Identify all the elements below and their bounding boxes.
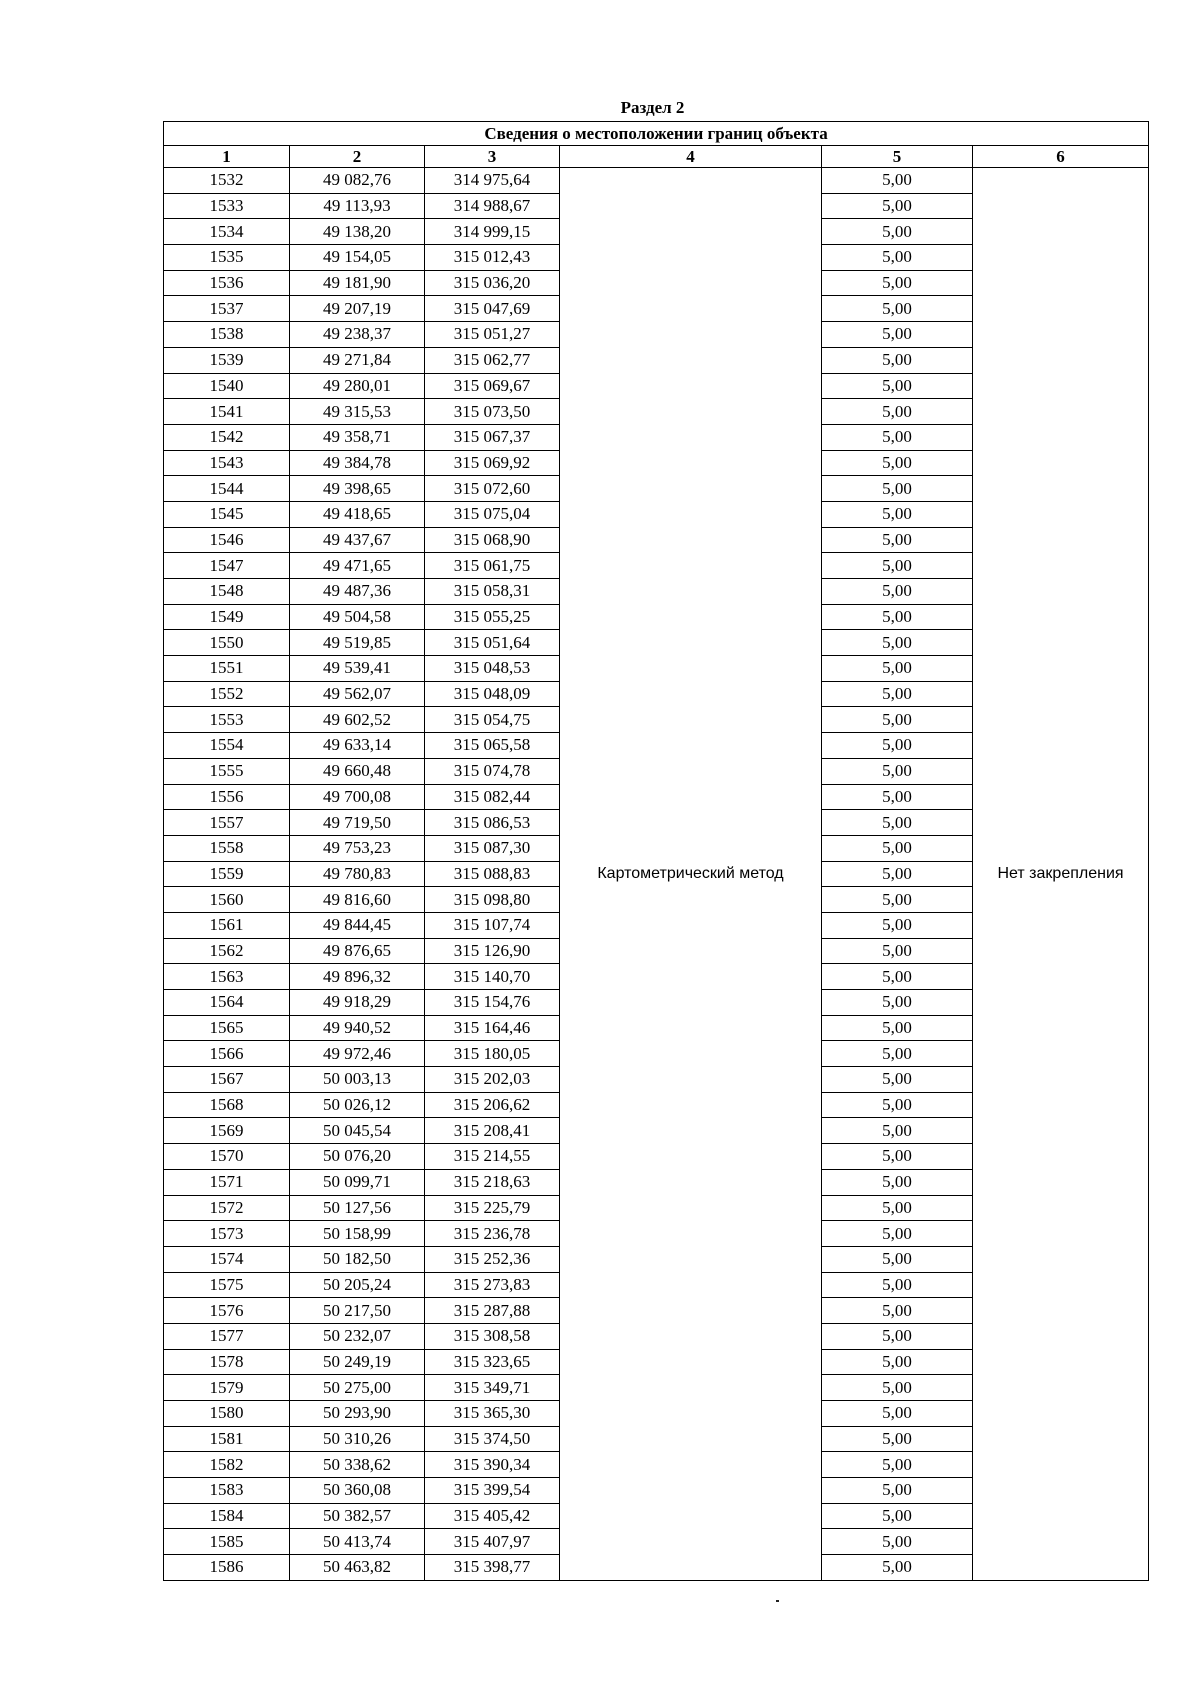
accuracy-cell: 5,00 bbox=[822, 168, 973, 194]
point-number-cell: 1556 bbox=[164, 784, 290, 810]
accuracy-cell: 5,00 bbox=[822, 1246, 973, 1272]
accuracy-cell: 5,00 bbox=[822, 861, 973, 887]
accuracy-cell: 5,00 bbox=[822, 1349, 973, 1375]
y-coordinate-cell: 315 287,88 bbox=[425, 1298, 560, 1324]
accuracy-cell: 5,00 bbox=[822, 810, 973, 836]
accuracy-cell: 5,00 bbox=[822, 604, 973, 630]
accuracy-cell: 5,00 bbox=[822, 399, 973, 425]
point-number-cell: 1538 bbox=[164, 322, 290, 348]
accuracy-cell: 5,00 bbox=[822, 1169, 973, 1195]
x-coordinate-cell: 49 315,53 bbox=[290, 399, 425, 425]
y-coordinate-cell: 315 308,58 bbox=[425, 1323, 560, 1349]
x-coordinate-cell: 50 026,12 bbox=[290, 1092, 425, 1118]
x-coordinate-cell: 49 918,29 bbox=[290, 990, 425, 1016]
y-coordinate-cell: 315 323,65 bbox=[425, 1349, 560, 1375]
point-number-cell: 1537 bbox=[164, 296, 290, 322]
x-coordinate-cell: 50 360,08 bbox=[290, 1478, 425, 1504]
point-number-cell: 1546 bbox=[164, 527, 290, 553]
x-coordinate-cell: 49 138,20 bbox=[290, 219, 425, 245]
point-number-cell: 1568 bbox=[164, 1092, 290, 1118]
y-coordinate-cell: 315 218,63 bbox=[425, 1169, 560, 1195]
accuracy-cell: 5,00 bbox=[822, 322, 973, 348]
x-coordinate-cell: 50 099,71 bbox=[290, 1169, 425, 1195]
point-number-cell: 1567 bbox=[164, 1067, 290, 1093]
y-coordinate-cell: 315 051,64 bbox=[425, 630, 560, 656]
accuracy-cell: 5,00 bbox=[822, 938, 973, 964]
accuracy-cell: 5,00 bbox=[822, 990, 973, 1016]
y-coordinate-cell: 315 069,92 bbox=[425, 450, 560, 476]
x-coordinate-cell: 49 753,23 bbox=[290, 835, 425, 861]
accuracy-cell: 5,00 bbox=[822, 964, 973, 990]
y-coordinate-cell: 315 073,50 bbox=[425, 399, 560, 425]
point-number-cell: 1582 bbox=[164, 1452, 290, 1478]
point-number-cell: 1585 bbox=[164, 1529, 290, 1555]
accuracy-cell: 5,00 bbox=[822, 1503, 973, 1529]
x-coordinate-cell: 49 181,90 bbox=[290, 270, 425, 296]
y-coordinate-cell: 315 082,44 bbox=[425, 784, 560, 810]
point-number-cell: 1547 bbox=[164, 553, 290, 579]
accuracy-cell: 5,00 bbox=[822, 733, 973, 759]
x-coordinate-cell: 50 382,57 bbox=[290, 1503, 425, 1529]
table-caption-row bbox=[164, 122, 1149, 146]
point-number-cell: 1541 bbox=[164, 399, 290, 425]
point-number-cell: 1578 bbox=[164, 1349, 290, 1375]
point-number-cell: 1558 bbox=[164, 835, 290, 861]
point-number-cell: 1551 bbox=[164, 656, 290, 682]
x-coordinate-cell: 49 633,14 bbox=[290, 733, 425, 759]
accuracy-cell: 5,00 bbox=[822, 245, 973, 271]
accuracy-cell: 5,00 bbox=[822, 681, 973, 707]
method-cell: Картометрический метод bbox=[560, 168, 822, 1581]
x-coordinate-cell: 49 398,65 bbox=[290, 476, 425, 502]
x-coordinate-cell: 49 271,84 bbox=[290, 347, 425, 373]
point-number-cell: 1563 bbox=[164, 964, 290, 990]
accuracy-cell: 5,00 bbox=[822, 347, 973, 373]
accuracy-cell: 5,00 bbox=[822, 784, 973, 810]
point-number-cell: 1574 bbox=[164, 1246, 290, 1272]
column-header-3: 3 bbox=[425, 146, 560, 168]
accuracy-cell: 5,00 bbox=[822, 1375, 973, 1401]
point-number-cell: 1542 bbox=[164, 424, 290, 450]
x-coordinate-cell: 50 338,62 bbox=[290, 1452, 425, 1478]
accuracy-cell: 5,00 bbox=[822, 219, 973, 245]
y-coordinate-cell: 315 012,43 bbox=[425, 245, 560, 271]
y-coordinate-cell: 315 225,79 bbox=[425, 1195, 560, 1221]
point-number-cell: 1572 bbox=[164, 1195, 290, 1221]
column-header-1: 1 bbox=[164, 146, 290, 168]
x-coordinate-cell: 49 844,45 bbox=[290, 912, 425, 938]
y-coordinate-cell: 315 068,90 bbox=[425, 527, 560, 553]
x-coordinate-cell: 50 205,24 bbox=[290, 1272, 425, 1298]
x-coordinate-cell: 50 003,13 bbox=[290, 1067, 425, 1093]
accuracy-cell: 5,00 bbox=[822, 912, 973, 938]
section-title: Раздел 2 bbox=[620, 98, 685, 117]
accuracy-cell: 5,00 bbox=[822, 1144, 973, 1170]
x-coordinate-cell: 49 358,71 bbox=[290, 424, 425, 450]
y-coordinate-cell: 315 086,53 bbox=[425, 810, 560, 836]
y-coordinate-cell: 315 405,42 bbox=[425, 1503, 560, 1529]
y-coordinate-cell: 315 088,83 bbox=[425, 861, 560, 887]
point-number-cell: 1554 bbox=[164, 733, 290, 759]
y-coordinate-cell: 315 365,30 bbox=[425, 1401, 560, 1427]
point-number-cell: 1545 bbox=[164, 501, 290, 527]
y-coordinate-cell: 315 236,78 bbox=[425, 1221, 560, 1247]
point-number-cell: 1540 bbox=[164, 373, 290, 399]
accuracy-cell: 5,00 bbox=[822, 656, 973, 682]
x-coordinate-cell: 50 158,99 bbox=[290, 1221, 425, 1247]
boundary-coordinates-table bbox=[163, 121, 1149, 1581]
accuracy-cell: 5,00 bbox=[822, 887, 973, 913]
x-coordinate-cell: 49 719,50 bbox=[290, 810, 425, 836]
y-coordinate-cell: 315 036,20 bbox=[425, 270, 560, 296]
y-coordinate-cell: 315 062,77 bbox=[425, 347, 560, 373]
y-coordinate-cell: 315 075,04 bbox=[425, 501, 560, 527]
x-coordinate-cell: 49 816,60 bbox=[290, 887, 425, 913]
y-coordinate-cell: 315 051,27 bbox=[425, 322, 560, 348]
accuracy-cell: 5,00 bbox=[822, 553, 973, 579]
table-row bbox=[164, 168, 1149, 194]
point-number-cell: 1571 bbox=[164, 1169, 290, 1195]
x-coordinate-cell: 50 293,90 bbox=[290, 1401, 425, 1427]
y-coordinate-cell: 315 206,62 bbox=[425, 1092, 560, 1118]
accuracy-cell: 5,00 bbox=[822, 1092, 973, 1118]
accuracy-cell: 5,00 bbox=[822, 1401, 973, 1427]
table-caption: Сведения о местоположении границ объекта bbox=[164, 122, 1149, 146]
x-coordinate-cell: 49 238,37 bbox=[290, 322, 425, 348]
y-coordinate-cell: 315 048,09 bbox=[425, 681, 560, 707]
accuracy-cell: 5,00 bbox=[822, 1426, 973, 1452]
point-number-cell: 1555 bbox=[164, 758, 290, 784]
y-coordinate-cell: 315 273,83 bbox=[425, 1272, 560, 1298]
y-coordinate-cell: 315 098,80 bbox=[425, 887, 560, 913]
point-number-cell: 1552 bbox=[164, 681, 290, 707]
accuracy-cell: 5,00 bbox=[822, 1478, 973, 1504]
table-body bbox=[164, 168, 1149, 1581]
point-number-cell: 1548 bbox=[164, 579, 290, 605]
point-number-cell: 1584 bbox=[164, 1503, 290, 1529]
accuracy-cell: 5,00 bbox=[822, 1298, 973, 1324]
y-coordinate-cell: 315 390,34 bbox=[425, 1452, 560, 1478]
x-coordinate-cell: 49 504,58 bbox=[290, 604, 425, 630]
fixation-cell: Нет закрепления bbox=[973, 168, 1149, 1581]
y-coordinate-cell: 315 087,30 bbox=[425, 835, 560, 861]
x-coordinate-cell: 49 539,41 bbox=[290, 656, 425, 682]
x-coordinate-cell: 50 217,50 bbox=[290, 1298, 425, 1324]
y-coordinate-cell: 315 180,05 bbox=[425, 1041, 560, 1067]
y-coordinate-cell: 315 140,70 bbox=[425, 964, 560, 990]
point-number-cell: 1533 bbox=[164, 193, 290, 219]
y-coordinate-cell: 315 214,55 bbox=[425, 1144, 560, 1170]
accuracy-cell: 5,00 bbox=[822, 1118, 973, 1144]
point-number-cell: 1569 bbox=[164, 1118, 290, 1144]
accuracy-cell: 5,00 bbox=[822, 527, 973, 553]
point-number-cell: 1581 bbox=[164, 1426, 290, 1452]
accuracy-cell: 5,00 bbox=[822, 1555, 973, 1581]
accuracy-cell: 5,00 bbox=[822, 1272, 973, 1298]
x-coordinate-cell: 50 232,07 bbox=[290, 1323, 425, 1349]
point-number-cell: 1583 bbox=[164, 1478, 290, 1504]
x-coordinate-cell: 49 418,65 bbox=[290, 501, 425, 527]
point-number-cell: 1553 bbox=[164, 707, 290, 733]
x-coordinate-cell: 50 076,20 bbox=[290, 1144, 425, 1170]
y-coordinate-cell: 315 048,53 bbox=[425, 656, 560, 682]
point-number-cell: 1557 bbox=[164, 810, 290, 836]
y-coordinate-cell: 315 154,76 bbox=[425, 990, 560, 1016]
x-coordinate-cell: 50 249,19 bbox=[290, 1349, 425, 1375]
y-coordinate-cell: 315 058,31 bbox=[425, 579, 560, 605]
x-coordinate-cell: 50 182,50 bbox=[290, 1246, 425, 1272]
accuracy-cell: 5,00 bbox=[822, 579, 973, 605]
accuracy-cell: 5,00 bbox=[822, 270, 973, 296]
accuracy-cell: 5,00 bbox=[822, 450, 973, 476]
accuracy-cell: 5,00 bbox=[822, 630, 973, 656]
x-coordinate-cell: 49 113,93 bbox=[290, 193, 425, 219]
point-number-cell: 1550 bbox=[164, 630, 290, 656]
point-number-cell: 1534 bbox=[164, 219, 290, 245]
x-coordinate-cell: 49 896,32 bbox=[290, 964, 425, 990]
accuracy-cell: 5,00 bbox=[822, 707, 973, 733]
x-coordinate-cell: 49 780,83 bbox=[290, 861, 425, 887]
point-number-cell: 1586 bbox=[164, 1555, 290, 1581]
point-number-cell: 1570 bbox=[164, 1144, 290, 1170]
accuracy-cell: 5,00 bbox=[822, 1067, 973, 1093]
accuracy-cell: 5,00 bbox=[822, 1529, 973, 1555]
x-coordinate-cell: 49 082,76 bbox=[290, 168, 425, 194]
point-number-cell: 1565 bbox=[164, 1015, 290, 1041]
accuracy-cell: 5,00 bbox=[822, 758, 973, 784]
x-coordinate-cell: 49 700,08 bbox=[290, 784, 425, 810]
accuracy-cell: 5,00 bbox=[822, 1221, 973, 1247]
y-coordinate-cell: 315 074,78 bbox=[425, 758, 560, 784]
accuracy-cell: 5,00 bbox=[822, 1323, 973, 1349]
point-number-cell: 1576 bbox=[164, 1298, 290, 1324]
x-coordinate-cell: 50 413,74 bbox=[290, 1529, 425, 1555]
x-coordinate-cell: 49 154,05 bbox=[290, 245, 425, 271]
y-coordinate-cell: 315 349,71 bbox=[425, 1375, 560, 1401]
scan-mark bbox=[776, 1600, 779, 1602]
x-coordinate-cell: 49 562,07 bbox=[290, 681, 425, 707]
accuracy-cell: 5,00 bbox=[822, 1041, 973, 1067]
point-number-cell: 1532 bbox=[164, 168, 290, 194]
accuracy-cell: 5,00 bbox=[822, 296, 973, 322]
point-number-cell: 1544 bbox=[164, 476, 290, 502]
accuracy-cell: 5,00 bbox=[822, 501, 973, 527]
y-coordinate-cell: 315 202,03 bbox=[425, 1067, 560, 1093]
column-header-5: 5 bbox=[822, 146, 973, 168]
point-number-cell: 1577 bbox=[164, 1323, 290, 1349]
accuracy-cell: 5,00 bbox=[822, 476, 973, 502]
point-number-cell: 1536 bbox=[164, 270, 290, 296]
x-coordinate-cell: 49 972,46 bbox=[290, 1041, 425, 1067]
y-coordinate-cell: 315 069,67 bbox=[425, 373, 560, 399]
column-header-4: 4 bbox=[560, 146, 822, 168]
point-number-cell: 1566 bbox=[164, 1041, 290, 1067]
y-coordinate-cell: 315 374,50 bbox=[425, 1426, 560, 1452]
accuracy-cell: 5,00 bbox=[822, 193, 973, 219]
point-number-cell: 1579 bbox=[164, 1375, 290, 1401]
y-coordinate-cell: 315 047,69 bbox=[425, 296, 560, 322]
x-coordinate-cell: 49 519,85 bbox=[290, 630, 425, 656]
accuracy-cell: 5,00 bbox=[822, 1452, 973, 1478]
y-coordinate-cell: 315 067,37 bbox=[425, 424, 560, 450]
point-number-cell: 1549 bbox=[164, 604, 290, 630]
point-number-cell: 1564 bbox=[164, 990, 290, 1016]
point-number-cell: 1573 bbox=[164, 1221, 290, 1247]
y-coordinate-cell: 315 126,90 bbox=[425, 938, 560, 964]
y-coordinate-cell: 314 988,67 bbox=[425, 193, 560, 219]
point-number-cell: 1559 bbox=[164, 861, 290, 887]
column-header-6: 6 bbox=[973, 146, 1149, 168]
point-number-cell: 1543 bbox=[164, 450, 290, 476]
accuracy-cell: 5,00 bbox=[822, 1195, 973, 1221]
point-number-cell: 1562 bbox=[164, 938, 290, 964]
y-coordinate-cell: 315 252,36 bbox=[425, 1246, 560, 1272]
y-coordinate-cell: 315 072,60 bbox=[425, 476, 560, 502]
x-coordinate-cell: 50 310,26 bbox=[290, 1426, 425, 1452]
y-coordinate-cell: 315 208,41 bbox=[425, 1118, 560, 1144]
x-coordinate-cell: 49 207,19 bbox=[290, 296, 425, 322]
y-coordinate-cell: 315 065,58 bbox=[425, 733, 560, 759]
point-number-cell: 1539 bbox=[164, 347, 290, 373]
point-number-cell: 1561 bbox=[164, 912, 290, 938]
accuracy-cell: 5,00 bbox=[822, 424, 973, 450]
y-coordinate-cell: 315 407,97 bbox=[425, 1529, 560, 1555]
x-coordinate-cell: 49 876,65 bbox=[290, 938, 425, 964]
x-coordinate-cell: 50 127,56 bbox=[290, 1195, 425, 1221]
x-coordinate-cell: 49 384,78 bbox=[290, 450, 425, 476]
y-coordinate-cell: 315 398,77 bbox=[425, 1555, 560, 1581]
point-number-cell: 1575 bbox=[164, 1272, 290, 1298]
y-coordinate-cell: 315 061,75 bbox=[425, 553, 560, 579]
y-coordinate-cell: 315 107,74 bbox=[425, 912, 560, 938]
y-coordinate-cell: 314 975,64 bbox=[425, 168, 560, 194]
y-coordinate-cell: 315 164,46 bbox=[425, 1015, 560, 1041]
x-coordinate-cell: 50 463,82 bbox=[290, 1555, 425, 1581]
x-coordinate-cell: 49 471,65 bbox=[290, 553, 425, 579]
column-header-row bbox=[164, 146, 1149, 168]
x-coordinate-cell: 49 602,52 bbox=[290, 707, 425, 733]
x-coordinate-cell: 49 940,52 bbox=[290, 1015, 425, 1041]
accuracy-cell: 5,00 bbox=[822, 835, 973, 861]
accuracy-cell: 5,00 bbox=[822, 373, 973, 399]
x-coordinate-cell: 50 275,00 bbox=[290, 1375, 425, 1401]
y-coordinate-cell: 314 999,15 bbox=[425, 219, 560, 245]
point-number-cell: 1580 bbox=[164, 1401, 290, 1427]
x-coordinate-cell: 49 437,67 bbox=[290, 527, 425, 553]
column-header-2: 2 bbox=[290, 146, 425, 168]
point-number-cell: 1560 bbox=[164, 887, 290, 913]
point-number-cell: 1535 bbox=[164, 245, 290, 271]
x-coordinate-cell: 49 660,48 bbox=[290, 758, 425, 784]
y-coordinate-cell: 315 399,54 bbox=[425, 1478, 560, 1504]
y-coordinate-cell: 315 054,75 bbox=[425, 707, 560, 733]
x-coordinate-cell: 49 487,36 bbox=[290, 579, 425, 605]
y-coordinate-cell: 315 055,25 bbox=[425, 604, 560, 630]
x-coordinate-cell: 49 280,01 bbox=[290, 373, 425, 399]
x-coordinate-cell: 50 045,54 bbox=[290, 1118, 425, 1144]
accuracy-cell: 5,00 bbox=[822, 1015, 973, 1041]
